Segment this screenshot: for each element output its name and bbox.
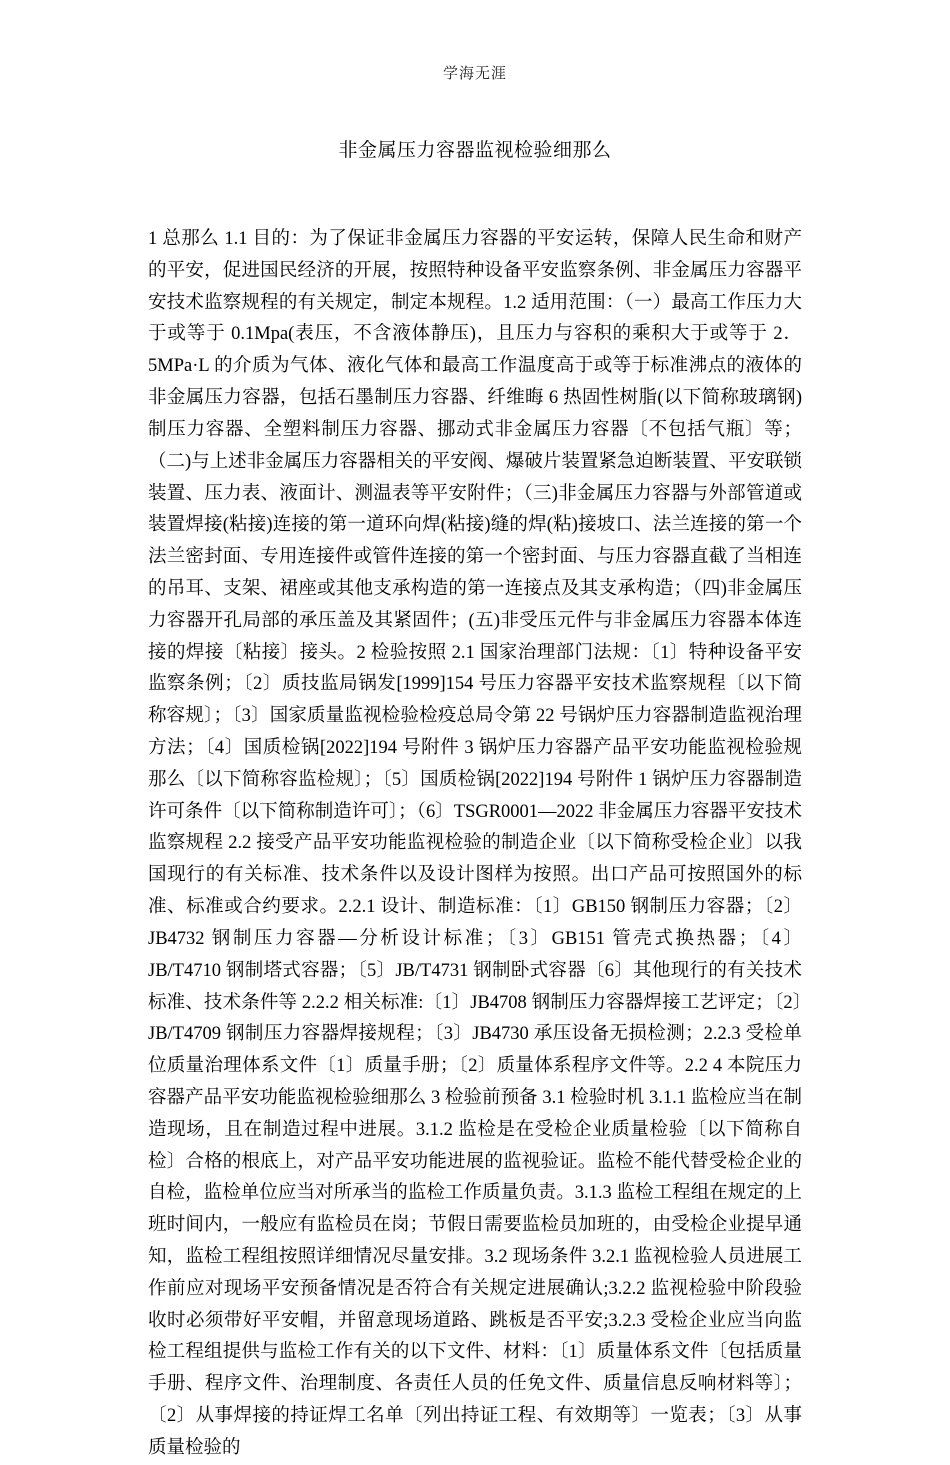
- page-watermark: 学海无涯: [442, 66, 507, 82]
- page-title: 非金属压力容器监视检验细那么: [338, 140, 612, 161]
- document-body-text: 1 总那么 1.1 目的：为了保证非金属压力容器的平安运转，保障人民生命和财产的平安，促进国民经济的开展，按照特种设备平安监察条例、非金属压力容器平安技术监察规程的有关规定，制定本规程。1.2 适用范围：（一）最高工作压力大于或等于 0.1Mpa(表压，不含液体静压)，且压力与容积的乘积大于或等于 2．5MPa·L 的介质为气体、液化气体和最高工作温度高于或等于标准沸点的液体的非金属压力容器，包括石墨制压力容器、纤维晦 6 热固性树脂(以下简称玻璃钢)制压力容器、全塑料制压力容器、挪动式非金属压力容器〔不包括气瓶〕等；（二)与上述非金属压力容器相关的平安阀、爆破片装置紧急迫断装置、平安联锁装置、压力表、液面计、测温表等平安附件；（三)非金属压力容器与外部管道或装置焊接(粘接)连接的第一道环向焊(粘接)缝的焊(粘)接坡口、法兰连接的第一个法兰密封面、专用连接件或管件连接的第一个密封面、与压力容器直截了当相连的吊耳、支架、裙座或其他支承构造的第一连接点及其支承构造；（四)非金属压力容器开孔局部的承压盖及其紧固件；(五)非受压元件与非金属压力容器本体连接的焊接〔粘接〕接头。2 检验按照 2.1 国家治理部门法规：〔1〕特种设备平安监察条例；〔2〕质技监局锅发[1999]154 号压力容器平安技术监察规程〔以下简称容规〕；〔3〕国家质量监视检验检疫总局令第 22 号锅炉压力容器制造监视治理方法；〔4〕国质检锅[2022]194 号附件 3 锅炉压力容器产品平安功能监视检验规那么〔以下简称容监检规〕；〔5〕国质检锅[2022]194 号附件 1 锅炉压力容器制造许可条件〔以下简称制造许可〕；（6〕TSGR0001—2022 非金属压力容器平安技术监察规程 2.2 接受产品平安功能监视检验的制造企业〔以下简称受检企业〕以我国现行的有关标准、技术条件以及设计图样为按照。出口产品可按照国外的标准、标准或合约要求。2.2.1 设计、制造标准：〔1〕GB150 钢制压力容器；〔2〕JB4732 钢制压力容器—分析设计标准；〔3〕GB151 管壳式换热器；〔4〕JB/T4710 钢制塔式容器；〔5〕JB/T4731 钢制卧式容器〔6〕其他现行的有关技术标准、技术条件等 2.2.2 相关标准:〔1〕JB4708 钢制压力容器焊接工艺评定；〔2〕JB/T4709 钢制压力容器焊接规程；〔3〕JB4730 承压设备无损检测；2.2.3 受检单位质量治理体系文件〔1〕质量手册；〔2〕质量体系程序文件等。2.2 4 本院压力容器产品平安功能监视检验细那么 3 检验前预备 3.1 检验时机 3.1.1 监检应当在制造现场，且在制造过程中进展。3.1.2 监检是在受检企业质量检验〔以下简称自检〕合格的根底上，对产品平安功能进展的监视验证。监检不能代替受检企业的自检，监检单位应当对所承当的监检工作质量负责。3.1.3 监检工程组在规定的上班时间内，一般应有监检员在岗；节假日需要监检员加班的，由受检企业提早通知，监检工程组按照详细情况尽量安排。3.2 现场条件 3.2.1 监视检验人员进展工作前应对现场平安预备情况是否符合有关规定进展确认;3.2.2 监视检验中阶段验收时必须带好平安帽，并留意现场道路、跳板是否平安;3.2.3 受检企业应当向监检工程组提供与监检工作有关的以下文件、材料：〔1〕质量体系文件〔包括质量手册、程序文件、治理制度、各责任人员的任免文件、质量信息反响材料等〕；〔2〕从事焊接的持证焊工名单〔列出持证工程、有效期等〕一览表；〔3〕从事质量检验的: [148, 229, 802, 1458]
